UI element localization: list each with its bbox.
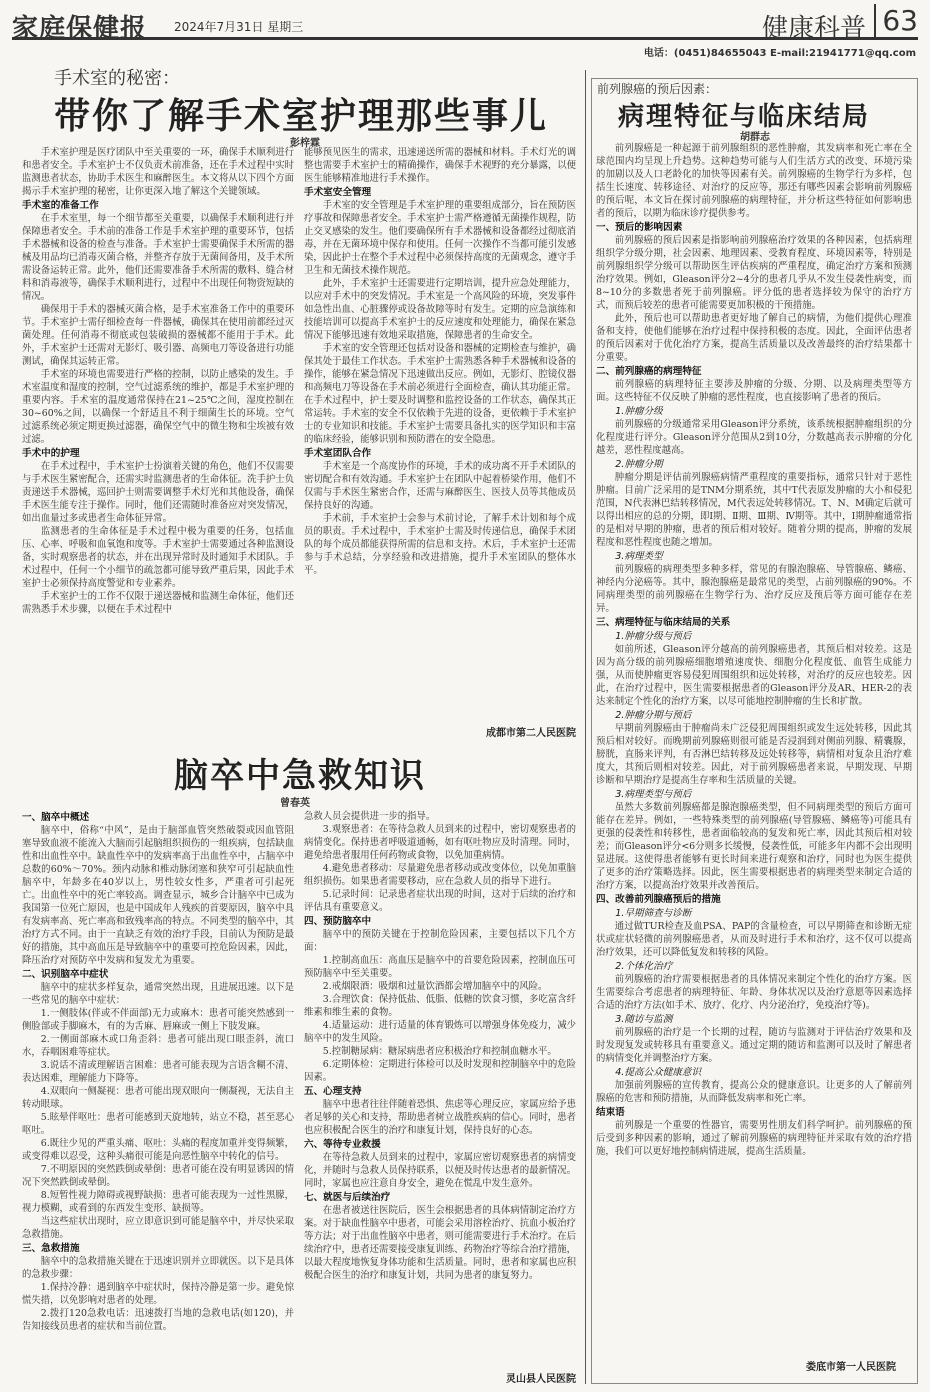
article3-kicker: 前列腺癌的预后因素： xyxy=(597,82,718,96)
paragraph: 5.控制糖尿病：糖尿病患者应积极治疗和控制血糖水平。 xyxy=(322,1046,557,1057)
article3-credit: 娄底市第一人民医院 xyxy=(806,1362,896,1373)
paragraph: 1.一侧肢体(伴或不伴面部)无力或麻木：患者可能突然感到一侧脸部或手脚麻木，有的为舌麻、唇麻或一侧上下肢发麻。 xyxy=(22,1008,294,1032)
minor-heading: 1.早期筛查与诊断 xyxy=(615,908,692,919)
paragraph: 前列腺癌的治疗是一个长期的过程，随访与监测对于评估治疗效果和及时发现复发或转移具有重要意义。通过定期的随访和监测可以及时了解患者的病情变化并调整治疗方案。 xyxy=(596,1027,912,1064)
issue-date: 2024年7月31日 星期三 xyxy=(174,20,304,34)
subheading: 三、病理特征与临床结局的关系 xyxy=(596,617,731,628)
paragraph: 当这些症状出现时，应立即意识到可能是脑卒中，并尽快采取急救措施。 xyxy=(22,1216,294,1240)
subheading: 结束语 xyxy=(596,1107,625,1118)
paragraph: 6.既往少见的严重头痛、呕吐：头痛的程度加重并变得频繁，或变得难以忍受，这种头痛很可能是向恶性脑卒中转化的信号。 xyxy=(22,1138,294,1162)
subheading: 手术室安全管理 xyxy=(304,187,372,198)
article2-author: 曾春英 xyxy=(280,798,310,809)
column-divider xyxy=(585,70,586,1384)
paragraph: 能够预见医生的需求，迅速递送所需的器械和材料。手术灯光的调整也需要手术室护士的精确操作，确保手术视野的充分暴露，以便医生能够精准地进行手术操作。 xyxy=(304,147,576,184)
article1-credit: 成都市第二人民医院 xyxy=(486,728,576,739)
paragraph: 2.一侧面部麻木或口角歪斜：患者可能出现口眼歪斜，流口水，吞咽困难等症状。 xyxy=(22,1034,294,1058)
paragraph: 此外，预后也可以帮助患者更好地了解自己的病情，为他们提供心理准备和支持，使他们能够在治疗过程中保持积极的态度。因此，全面评估患者的预后因素对于优化治疗方案，提高生活质量以及改善最终的治疗结果都十分重要。 xyxy=(596,313,912,363)
paragraph: 前列腺癌的治疗需要根据患者的具体情况来制定个性化的治疗方案。医生需要综合考虑患者的病理特征、年龄、身体状况以及治疗意愿等因素选择合适的治疗方法(如手术、放疗、化疗、内分泌治疗，免疫治疗等)。 xyxy=(596,974,912,1011)
paragraph: 前列腺癌的病理类型多种多样，常见的有腺泡腺癌、导管腺癌、鳞癌、神经内分泌癌等。其中，腺泡腺癌是最常见的类型，占前列腺癌的90%。不同病理类型的前列腺癌在生物学行为、治疗反应及预后等方面可能存在差异。 xyxy=(596,564,912,614)
article2-title: 脑卒中急救知识 xyxy=(174,756,426,796)
minor-heading: 2.肿瘤分期 xyxy=(615,459,663,470)
paragraph: 7.不明原因的突然跌倒或晕倒：患者可能在没有明显诱因的情况下突然跌倒或晕倒。 xyxy=(22,1164,294,1188)
paragraph: 1.控制高血压：高血压是脑卒中的首要危险因素，控制血压可预防脑卒中至关重要。 xyxy=(304,955,576,979)
minor-heading: 3.病理类型与预后 xyxy=(615,789,692,800)
paragraph: 在手术过程中，手术室护士扮演着关键的角色，他们不仅需要与手术医生紧密配合，还需实时监测患者的生命体征。洗手护士负责递送手术器械，巡回护士则需要调整手术灯光和其他设备，确保手术医生能专注于操作。同时，他们还需随时准备应对突发情况，如出血量过多或患者生命体征异常。 xyxy=(22,461,294,524)
minor-heading: 2.肿瘤分期与预后 xyxy=(615,710,692,721)
article2-column-2 xyxy=(304,810,576,1370)
paragraph: 在患者被送往医院后，医生会根据患者的具体病情制定治疗方案。对于缺血性脑卒中患者，可能会采用溶栓治疗、抗血小板治疗等方法；对于出血性脑卒中患者，则可能需要进行手术治疗。在后续治疗中，患者还需要接受康复训练、药物治疗等综合治疗措施，以最大程度地恢复身体功能和生活质量。同时，患者和家属也应积极配合医生的治疗和康复计划，共同为患者的康复努力。 xyxy=(304,1205,576,1281)
subheading: 一、预后的影响因素 xyxy=(596,222,683,233)
article1-title: 带你了解手术室护理那些事儿 xyxy=(54,95,549,137)
subheading: 手术中的护理 xyxy=(22,448,80,459)
paragraph: 脑卒中，俗称“中风”，是由于脑部血管突然破裂或因血管阻塞导致血液不能流入大脑而引起脑组织损伤的一组疾病，包括缺血性和出血性卒中。缺血性卒中的发病率高于出血性卒中，占脑卒中总数的60%～70%。颈内动脉和椎动脉闭塞和狭窄可引起缺血性脑卒中，年龄多在40岁以上，男性较女性多，严重者可引起死亡。出血性卒中的死亡率较高。调查显示，城乡合计脑卒中已成为我国第一位死亡原因，也是中国成年人残疾的首要原因，脑卒中具有发病率高、死亡率高和致残率高的特点。不同类型的脑卒中，其治疗方式不同。由于一直缺乏有效的治疗手段，目前认为预防是最好的措施，其中高血压是导致脑卒中的重要可控危险因素，因此，降压治疗对预防卒中发病和复发尤为重要。 xyxy=(22,825,294,966)
minor-heading: 3.病理类型 xyxy=(615,551,663,562)
subheading: 五、心理支持 xyxy=(304,1086,362,1097)
paragraph: 脑卒中的症状多样复杂，通常突然出现，且进展迅速。以下是一些常见的脑卒中症状： xyxy=(22,982,294,1006)
paragraph: 通过做TUR检查及血PSA、PAP的含量检查，可以早期筛查和诊断无症状或症状轻微的前列腺癌患者，从而及时进行手术和治疗，这不仅可以提高治疗效果，还可以降低复发和转移的风险。 xyxy=(596,921,912,958)
paper-name: 家庭保健报 xyxy=(12,14,148,44)
subheading: 四、预防脑卒中 xyxy=(304,916,372,927)
subheading: 七、就医与后续治疗 xyxy=(304,1192,391,1203)
paragraph: 早期前列腺癌由于肿瘤尚未广泛侵犯周围组织或发生远处转移，因此其预后相对较好。而晚期前列腺癌则很可能是否浸润到对侧前列腺、精囊腺，膀胱，直肠来评判，有否淋巴结转移及远处转移等，病情相对复杂且治疗难度大，其预后则相对较差。因此，对于前列腺癌患者来说，早期发现、早期诊断和早期治疗是提高生存率和生活质量的关键。 xyxy=(596,723,912,786)
article3-author: 胡群志 xyxy=(740,132,770,143)
paragraph: 2.戒烟限酒：吸烟和过量饮酒都会增加脑卒中的风险。 xyxy=(322,981,548,992)
subheading: 四、改善前列腺癌预后的措施 xyxy=(596,894,721,905)
paragraph: 前列腺癌的病理特征主要涉及肿瘤的分级、分期、以及病理类型等方面。这些特征不仅反映了肿瘤的恶性程度，也直接影响了患者的预后。 xyxy=(596,379,912,403)
article2-column-1 xyxy=(22,810,294,1388)
paragraph: 1.保持冷静：遇到脑卒中症状时，保持冷静是第一步。避免惊慌失措，以免影响对患者的处理。 xyxy=(22,1282,294,1306)
paragraph: 加强前列腺癌的宣传教育，提高公众的健康意识。让更多的人了解前列腺癌的危害和预防措施，从而降低发病率和死亡率。 xyxy=(596,1080,912,1104)
paragraph: 手术室的安全管理还包括对设备和器械的定期检查与维护，确保其处于最佳工作状态。手术室护士需熟悉各种手术器械和设备的操作，能够在紧急情况下迅速做出反应。例如，无影灯、腔镜仪器和高频电刀等设备在手术前必须进行全面检查，确认其功能正常。在手术过程中，护士要及时调整和监控设备的工作状态，确保其正常运转。手术室的安全不仅依赖于先进的设备，更依赖于手术室护士的专业知识和技能。手术室护士需要具备扎实的医学知识和丰富的临床经验，能够识别和预防潜在的安全隐患。 xyxy=(304,343,576,445)
article1-column-1 xyxy=(22,146,294,738)
paragraph: 8.短暂性视力障碍或视野缺损：患者可能表现为一过性黑朦，视力模糊，或看到的东西发生变形、缺损等。 xyxy=(22,1190,294,1214)
paragraph: 4.双眼向一侧凝视：患者可能出现双眼向一侧凝视，无法自主转动眼球。 xyxy=(22,1086,294,1110)
paragraph: 监测患者的生命体征是手术过程中极为重要的任务，包括血压、心率、呼吸和血氧饱和度等。手术室护士需要通过各种监测设备，实时观察患者的状态，并在出现异常时及时通知手术团队。手术过程中，任何一个小细节的疏忽都可能导致严重后果，因此手术室护士必须保持高度警觉和专业素养。 xyxy=(22,526,294,589)
paragraph: 手术室护理是医疗团队中至关重要的一环，确保手术顺利进行和患者安全。手术室护士不仅负责术前准备，还在手术过程中实时监测患者状态，协助手术医生和麻醉医生。本文将从以下四个方面揭示手术室护理的秘密，让你更深入地了解这个关键领域。 xyxy=(22,147,294,197)
subheading: 一、脑卒中概述 xyxy=(22,812,90,823)
subheading: 手术室的准备工作 xyxy=(22,200,99,211)
paragraph: 手术室护士的工作不仅限于递送器械和监测生命体征，他们还需熟悉手术步骤，以便在手术过程中 xyxy=(22,591,294,615)
paragraph: 2.拨打120急救电话：迅速拨打当地的急救电话(如120)，并告知接线员患者的症状和当前位置。 xyxy=(22,1308,294,1332)
paragraph: 5.记录时间：记录患者症状出现的时间，这对于后续的治疗和评估具有重要意义。 xyxy=(304,889,576,913)
paragraph: 虽然大多数前列腺癌都是腺泡腺癌类型，但不同病理类型的预后方面可能存在差异。例如，一些特殊类型的前列腺癌(导管腺癌、鳞癌等)可能具有更强的侵袭性和转移性，患者面临较高的复发和死亡率，因此其预后相对较差；而Gleason评分<6分则多长缓慢，侵袭性低，可能多年内都不会出现明显进展。这使得患者能够有更长时间来进行观察和治疗，同时也为医生提供了更多的治疗策略选择。因此，医生需要根据患者的病理类型来制定合适的治疗方案，以提高治疗效果并改善预后。 xyxy=(596,802,912,891)
masthead xyxy=(12,4,918,44)
minor-heading: 1.肿瘤分级与预后 xyxy=(615,631,692,642)
article1-author: 彭梓霖 xyxy=(290,138,320,149)
page-number: 63 xyxy=(874,4,918,37)
paragraph: 手术室的安全管理是手术室护理的重要组成部分，旨在预防医疗事故和保障患者安全。手术室护士需严格遵循无菌操作规程，防止交叉感染的发生。他们要确保所有手术器械和设备都经过彻底消毒，并在无菌环境中保存和使用。任何一次操作不当都可能引发感染，因此护士在整个手术过程中必须保持高度的无菌观念，遵守手卫生和无菌技术操作规范。 xyxy=(304,200,576,276)
paragraph: 在等待急救人员到来的过程中，家属应密切观察患者的病情变化，并随时与急救人员保持联系，以便及时传达患者的最新情况。同时，家属也应注意自身安全，避免在慌乱中发生意外。 xyxy=(304,1152,576,1189)
article1-column-2 xyxy=(304,146,576,698)
paragraph: 5.眩晕伴呕吐：患者可能感到天旋地转，站立不稳，甚至恶心呕吐。 xyxy=(22,1112,294,1136)
paragraph: 如前所述，Gleason评分越高的前列腺癌患者，其预后相对较差。这是因为高分级的前列腺癌细胞增殖速度快、细胞分化程度低、血管生成能力强，从而使肿瘤更容易侵犯周围组织和远处转移，对治疗的反应也较差。因此，在治疗过程中，医生需要根据患者的Gleason评分及AR、HER-2的表达来制定个性化的治疗方案，以尽可能地控制肿瘤的生长和扩散。 xyxy=(596,644,912,707)
subheading: 六、等待专业救援 xyxy=(304,1139,381,1150)
article2-credit: 灵山县人民医院 xyxy=(506,1374,576,1385)
paragraph: 6.定期体检：定期进行体检可以及时发现和控制脑卒中的危险因素。 xyxy=(304,1059,576,1083)
article1-kicker: 手术室的秘密： xyxy=(54,68,180,89)
article3-title: 病理特征与临床结局 xyxy=(618,102,871,132)
paragraph: 确保用于手术的器械灭菌合格，是手术室准备工作中的重要环节。手术室护士需仔细检查每一件器械，确保其在使用前都经过灭菌处理。任何消毒不彻底或包装破损的器械都不能用于手术。此外，手术室护士还需对无影灯、吸引器、高频电刀等设备进行功能测试，确保其运转正常。 xyxy=(22,304,294,367)
paragraph: 肿瘤分期是评估前列腺癌病情严重程度的重要指标，通常只针对于恶性肿瘤。目前广泛采用的是TNM分期系统，其中T代表原发肿瘤的大小和侵犯范围，N代表淋巴结转移情况，M代表远处转移情况。T、N、M确定后就可以得出相应的总的分期，即Ⅰ期、Ⅱ期、Ⅲ期、Ⅳ期等。其中，Ⅰ期肿瘤通常指的是相对早期的肿瘤，患者的预后相对较好。随着分期的提高，肿瘤的发展程度和恶性程度也随之增加。 xyxy=(596,472,912,548)
paragraph: 3.观察患者：在等待急救人员到来的过程中，密切观察患者的病情变化。保持患者呼吸道通畅，如有呕吐物应及时清理。同时，避免给患者服用任何药物或食物，以免加重病情。 xyxy=(304,824,576,861)
minor-heading: 4.提高公众健康意识 xyxy=(615,1067,702,1078)
paragraph: 3.合理饮食：保持低盐、低脂、低糖的饮食习惯，多吃富含纤维素和维生素的食物。 xyxy=(304,994,576,1018)
paragraph: 手术前，手术室护士会参与术前讨论，了解手术计划和每个成员的职责。手术过程中，手术室护士需及时传递信息，确保手术团队的每个成员都能获得所需的信息和支持。术后，手术室护士还需参与手术总结，分享经验和改进措施，提升手术室团队的整体水平。 xyxy=(304,513,576,576)
paragraph: 急救人员会提供进一步的指导。 xyxy=(304,811,436,822)
paragraph: 脑卒中的急救措施关键在于迅速识别并立即就医。以下是具体的急救步骤： xyxy=(22,1256,294,1280)
paragraph: 3.说话不清或理解语言困难：患者可能表现为言语含糊不清、表达困难，理解能力下降等。 xyxy=(22,1060,294,1084)
contact-info: 电话：(0451)84655043 E-mail:21941771@qq.com xyxy=(643,48,916,59)
paragraph: 4.避免患者移动：尽量避免患者移动或改变体位，以免加重脑组织损伤。如果患者需要移动，应在急救人员的指导下进行。 xyxy=(304,863,576,887)
paragraph: 手术室的环境也需要进行严格的控制，以防止感染的发生。手术室温度和湿度的控制，空气过滤系统的维护，都是手术室护理的重要内容。手术室的温度通常保持在21~25℃之间，湿度控制在30~60%之间，以确保一个舒适且不利于细菌生长的环境。空气过滤系统必须定期更换过滤器，确保空气中的微生物和尘埃被有效过滤。 xyxy=(22,369,294,445)
subheading: 三、急救措施 xyxy=(22,1243,80,1254)
minor-heading: 3.随访与监测 xyxy=(615,1014,673,1025)
article3-body xyxy=(596,142,912,1354)
paragraph: 前列腺癌的分级通常采用Gleason评分系统，该系统根据肿瘤组织的分化程度进行评分。Gleason评分范围从2到10分，分数越高表示肿瘤的分化越差，恶性程度越高。 xyxy=(596,419,912,456)
subheading: 二、前列腺癌的病理特征 xyxy=(596,366,702,377)
paragraph: 4.适量运动：进行适量的体育锻炼可以增强身体免疫力，减少脑卒中的发生风险。 xyxy=(304,1020,576,1044)
paragraph: 脑卒中患者往往伴随着恐惧、焦虑等心理反应，家属应给予患者足够的关心和支持，帮助患者树立战胜疾病的信心。同时，患者也应积极配合医生的治疗和康复计划，保持良好的心态。 xyxy=(304,1099,576,1136)
paragraph: 前列腺癌是一种起源于前列腺组织的恶性肿瘤，其发病率和死亡率在全球范围内均呈现上升趋势。这种趋势可能与人们生活方式的改变、环境污染的加剧以及人口老龄化的加快等因素有关。前列腺癌的生物学行为多样，包括生长速度、转移途径、对治疗的反应等，那还有哪些因素会影响前列腺癌的预后呢，本文旨在探讨前列腺癌的病理特征，并分析这些特征如何影响患者的预后，以期为临床诊疗提供参考。 xyxy=(596,143,912,219)
section-title: 健康科普 xyxy=(761,14,866,44)
paragraph: 在手术室里，每一个细节都至关重要，以确保手术顺利进行并保障患者安全。手术前的准备工作是手术室护理的重要环节，包括手术器械和设备的检查与准备。手术室护士需要确保手术所需的器械及用品均已消毒灭菌合格，并整齐存放于无菌间备用，及手术所需设备运转正常。此外，他们还需要准备手术所需的敷料、缝合材料和消毒液等，确保手术顺利进行，过程中不出现任何物资短缺的情况。 xyxy=(22,213,294,302)
paragraph: 前列腺是一个重要的性器官，需要男性朋友们科学呵护。前列腺癌的预后受到多种因素的影响，通过了解前列腺癌的病理特征并采取有效的治疗措施，我们可以更好地控制病情进展，提高生活质量。 xyxy=(596,1120,912,1157)
minor-heading: 2.个体化治疗 xyxy=(615,961,673,972)
paragraph: 手术室是一个高度协作的环境，手术的成功离不开手术团队的密切配合和有效沟通。手术室护士在团队中起着桥梁作用，他们不仅需与手术医生紧密合作，还需与麻醉医生、医技人员等其他成员保持良好的沟通。 xyxy=(304,461,576,511)
subheading: 二、识别脑卒中症状 xyxy=(22,969,109,980)
minor-heading: 1.肿瘤分级 xyxy=(615,406,663,417)
paragraph: 前列腺癌的预后因素是指影响前列腺癌治疗效果的各种因素，包括病理组织学分级分期，社会因素、地理因素、受教育程度、环境因素等，特别是前列腺组织学分级可以帮助医生评估疾病的严重程度，确定治疗方案和预测治疗效果。例如，Gleason评分2~4分的患者几乎从不发生侵袭性病变，而8~10分的多数患者死于前列腺癌。评分低的患者选择较为保守的治疗方式，而预后较差的患者可能需要更加积极的干预措施。 xyxy=(596,235,912,311)
subheading: 手术室团队合作 xyxy=(304,448,372,459)
paragraph: 此外，手术室护士还需要进行定期培训，提升应急处理能力，以应对手术中的突发情况。手术室是一个高风险的环境，突发事件如急性出血、心脏骤停或设备故障等时有发生。定期的应急演练和技能培训可以提高手术室护士的反应速度和处理能力，确保在紧急情况下能够迅速有效地采取措施，保障患者的生命安全。 xyxy=(304,278,576,341)
paragraph: 脑卒中的预防关键在于控制危险因素，主要包括以下几个方面： xyxy=(304,929,576,953)
